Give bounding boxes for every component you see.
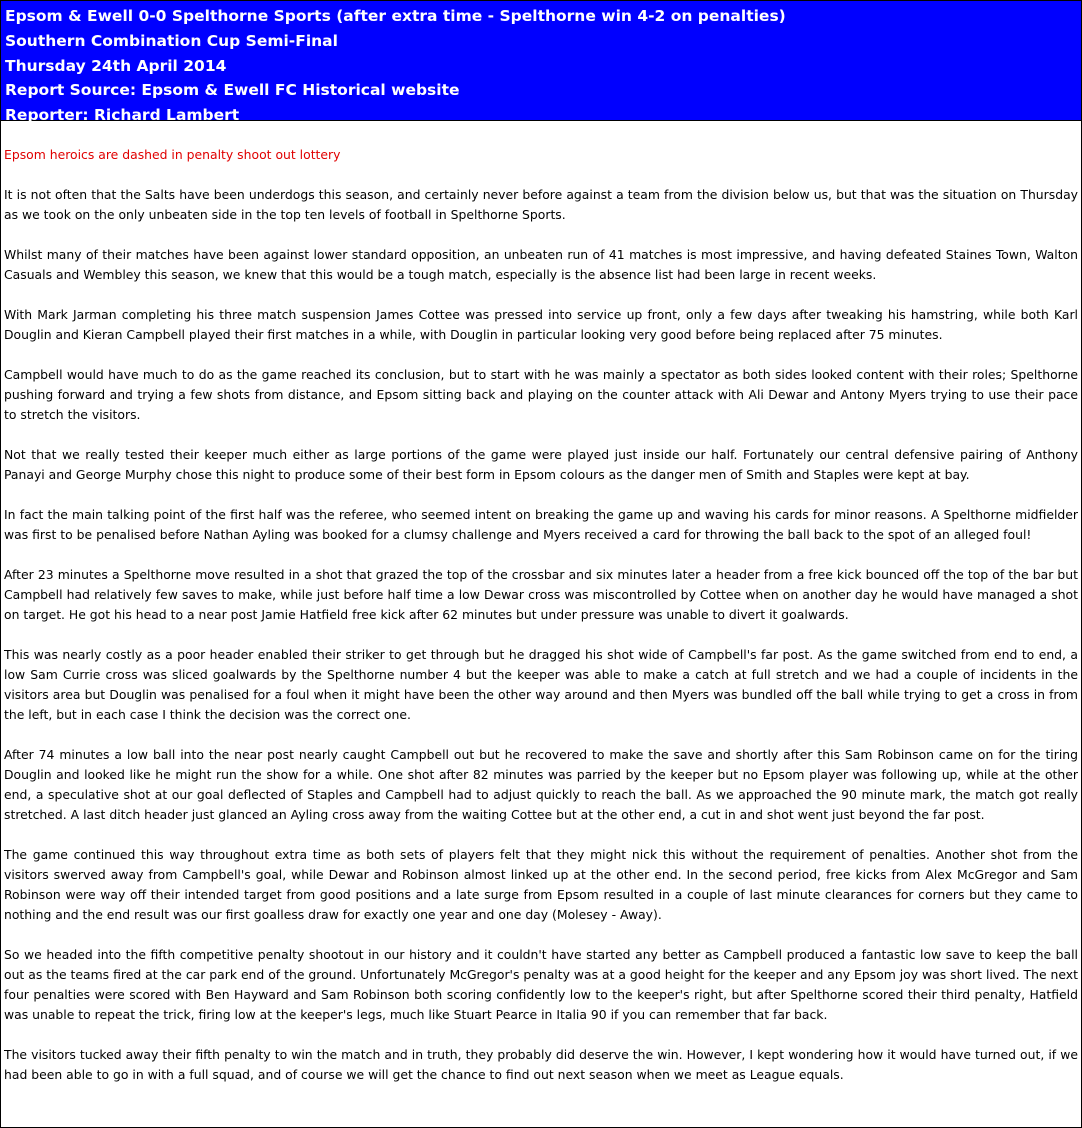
article-paragraph: Campbell would have much to do as the game reached its conclusion, but to start with he was mainly a spectator as both sides looked content with their roles; Spelthorne pushing forward and trying a few shots from distance, and Epsom sitting back and playing on the counter attack with Ali Dewar and Antony Myers trying to use their pace to stretch the visitors.: [4, 367, 1078, 422]
article-paragraph: After 74 minutes a low ball into the near post nearly caught Campbell out but he recovered to make the save and shortly after this Sam Robinson came on for the tiring Douglin and looked like he might run the show for a while. One shot after 82 minutes was parried by the keeper but no Epsom player was following up, while at the other end, a speculative shot at our goal deflected of Staples and Campbell had to adjust quickly to reach the ball. As we approached the 90 minute mark, the match got really stretched. A last ditch header just glanced an Ayling cross away from the waiting Cottee but at the other end, a cut in and shot went just beyond the far post.: [4, 747, 1078, 822]
article-headline: Epsom heroics are dashed in penalty shoot out lottery: [4, 147, 341, 162]
match-title: Epsom & Ewell 0-0 Spelthorne Sports (after extra time - Spelthorne win 4-2 on penalties): [5, 7, 786, 25]
match-date: Thursday 24th April 2014: [5, 56, 227, 75]
article-paragraph: It is not often that the Salts have been underdogs this season, and certainly never before against a team from the division below us, but that was the situation on Thursday as we took on the only unbeaten side in the top ten levels of football in Spelthorne Sports.: [4, 187, 1078, 222]
article-paragraph: The game continued this way throughout extra time as both sets of players felt that they might nick this without the requirement of penalties. Another shot from the visitors swerved away from Campbell's goal, while Dewar and Robinson almost linked up at the other end. In the second period, free kicks from Alex McGregor and Sam Robinson were way off their intended target from good positions and a late surge from Epsom resulted in a couple of last minute clearances for corners but they came to nothing and the end result was our first goalless draw for exactly one year and one day (Molesey - Away).: [4, 847, 1078, 922]
article-paragraph: In fact the main talking point of the first half was the referee, who seemed intent on breaking the game up and waving his cards for minor reasons. A Spelthorne midfielder was first to be penalised before Nathan Ayling was booked for a clumsy challenge and Myers received a card for throwing the ball back to the spot of an alleged foul!: [4, 507, 1078, 542]
reporter: Reporter: Richard Lambert: [5, 106, 240, 125]
article-paragraph: The visitors tucked away their fifth penalty to win the match and in truth, they probably did deserve the win. However, I kept wondering how it would have turned out, if we had been able to go in with a full squad, and of course we will get the chance to find out next season when we meet as League equals.: [4, 1047, 1078, 1082]
article-paragraph: This was nearly costly as a poor header enabled their striker to get through but he dragged his shot wide of Campbell's far post. As the game switched from end to end, a low Sam Currie cross was sliced goalwards by the Spelthorne number 4 but the keeper was able to make a catch at full stretch and we had a couple of incidents in the visitors area but Douglin was penalised for a foul when it might have been the other way around and then Myers was bundled off the ball while trying to get a cross in from the left, but in each case I think the decision was the correct one.: [4, 647, 1078, 722]
article-paragraph: With Mark Jarman completing his three match suspension James Cottee was pressed into service up front, only a few days after tweaking his hamstring, while both Karl Douglin and Kieran Campbell played their first matches in a while, with Douglin in particular looking very good before being replaced after 75 minutes.: [4, 307, 1078, 342]
competition: Southern Combination Cup Semi-Final: [5, 31, 338, 50]
report-source: Report Source: Epsom & Ewell FC Historical website: [5, 81, 460, 100]
article-body: [1, 145, 1081, 1085]
match-header: [1, 1, 1081, 125]
article-paragraph: So we headed into the fifth competitive penalty shootout in our history and it couldn't have started any better as Campbell produced a fantastic low save to keep the ball out as the teams fired at the car park end of the ground. Unfortunately McGregor's penalty was at a good height for the keeper and any Epsom joy was short lived. The next four penalties were scored with Ben Hayward and Sam Robinson both scoring confidently low to the keeper's right, but after Spelthorne scored their third penalty, Hatfield was unable to repeat the trick, firing low at the keeper's legs, much like Stuart Pearce in Italia 90 if you can remember that far back.: [4, 947, 1078, 1022]
article-paragraph: Not that we really tested their keeper much either as large portions of the game were played just inside our half. Fortunately our central defensive pairing of Anthony Panayi and George Murphy chose this night to produce some of their best form in Epsom colours as the danger men of Smith and Staples were kept at bay.: [4, 447, 1078, 482]
article-paragraph: Whilst many of their matches have been against lower standard opposition, an unbeaten run of 41 matches is most impressive, and having defeated Staines Town, Walton Casuals and Wembley this season, we knew that this would be a tough match, especially is the absence list had been large in recent weeks.: [4, 247, 1078, 282]
article-paragraph: After 23 minutes a Spelthorne move resulted in a shot that grazed the top of the crossbar and six minutes later a header from a free kick bounced off the top of the bar but Campbell had relatively few saves to make, while just before half time a low Dewar cross was miscontrolled by Cottee when on another day he would have managed a shot on target. He got his head to a near post Jamie Hatfield free kick after 62 minutes but under pressure was unable to divert it goalwards.: [4, 567, 1078, 622]
